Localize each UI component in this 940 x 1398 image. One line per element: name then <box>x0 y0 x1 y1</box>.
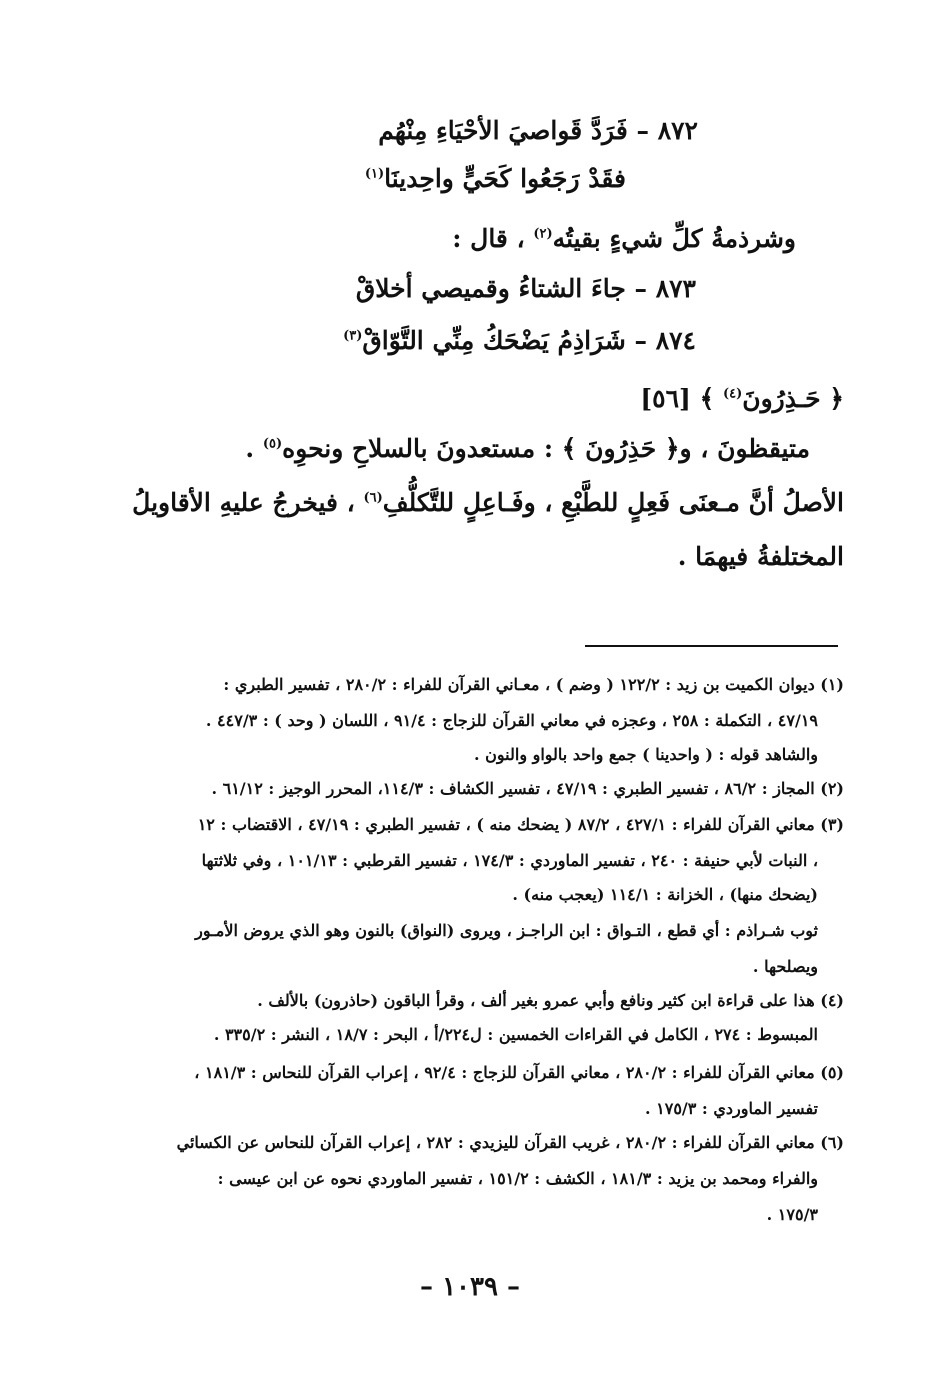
verse-text: ٨٧٣ – جاءَ الشتاءُ وقميصي أخلاقْ <box>355 274 696 303</box>
footnote-line <box>214 1022 818 1048</box>
footnote-text: (يضحك منها) ، الخزانة : ١١٤/١ (يعجب منه) . <box>512 885 818 904</box>
page-number: – ١٠٣٩ – <box>420 1272 520 1302</box>
footnote-line <box>474 742 818 768</box>
footnote-ref-2: (٢) <box>533 226 553 242</box>
footnote-line <box>753 954 818 980</box>
verse-872-second-hemistich <box>365 160 626 198</box>
footnote-line <box>211 776 844 802</box>
verse-text: ٨٧٢ – فَرَدَّ قَواصيَ الأحْيَاءِ مِنْهُم <box>378 116 698 145</box>
footnote-line <box>767 1202 818 1228</box>
footnote-text: تفسير الماوردي : ١٧٥/٣ . <box>645 1099 818 1118</box>
asl-line <box>132 484 844 522</box>
body-text: الأصلُ أنَّ مـعنَى فَعِلٍ للطَّبْعِ ، وفَـاعِلٍ للتَّكلُّفِ <box>382 488 844 517</box>
verse-874 <box>343 322 696 360</box>
footnote-text: ٤٧/١٩ ، التكملة : ٢٥٨ ، وعجزه في معاني القرآن للزجاج : ٩١/٤ ، اللسان ( وحد ) : ٤٤٧/٣ . <box>205 711 818 730</box>
footnote-text: والشاهد قوله : ( واحدينا ) جمع واحد بالواو والنون . <box>474 745 818 764</box>
footnote-text: ويصلحها . <box>752 957 818 976</box>
footnote-text: (٦) معاني القرآن للفراء : ٢٨٠/٢ ، غريب القرآن لليزيدي : ٢٨٢ ، إعراب القرآن للنحاس عن الكسائي <box>176 1133 844 1152</box>
footnote-line <box>512 882 818 908</box>
footnote-line <box>223 672 844 698</box>
footnote-separator <box>585 645 838 647</box>
footnote-text: والفراء ومحمد بن يزيد : ١٨١/٣ ، الكشف : ١٥١/٢ ، تفسير الماوردي نحوه عن ابن عيسى : <box>217 1169 818 1188</box>
footnote-ref-4: (٤) <box>722 386 743 402</box>
footnote-line <box>645 1096 818 1122</box>
footnote-line <box>177 1130 844 1156</box>
footnote-text: المبسوط : ٢٧٤ ، الكامل في القراءات الخمسين : ل٢٢٤/أ ، البحر : ١٨/٧ ، النشر : ٣٣٥/٢ . <box>213 1025 818 1044</box>
body-text: المختلفةُ فيهمَا . <box>677 542 844 571</box>
footnote-text: (٣) معاني القرآن للفراء : ٤٢٧/١ ، ٨٧/٢ ( يضحك منه ) ، تفسير الطبري : ٤٧/١٩ ، الاقتضاب : ١٢ <box>197 815 844 834</box>
footnote-line <box>198 812 844 838</box>
verse-872-first-hemistich <box>378 112 698 150</box>
heading-word: ﴿ حَـذِرُونَ <box>742 384 844 413</box>
verse-873 <box>356 270 696 308</box>
body-text: وشرذمةُ كلِّ شيءٍ بقيتُه <box>552 224 796 253</box>
footnote-text: ١٧٥/٣ . <box>766 1205 818 1224</box>
body-text: . <box>245 434 263 463</box>
body-text: ، قال : <box>452 224 525 253</box>
footnote-ref-5: (٥) <box>262 436 283 452</box>
footnote-ref-1: (١) <box>364 166 385 182</box>
footnote-line <box>202 848 818 874</box>
body-text: ، فيخرجُ عليهِ الأقاويلُ <box>132 488 364 517</box>
footnote-text: (٥) معاني القرآن للفراء : ٢٨٠/٢ ، معاني القرآن للزجاج : ٩٢/٤ ، إعراب القرآن للنحاس : ١٨١/٣ ، <box>194 1063 844 1082</box>
footnote-text: ، النبات لأبي حنيفة : ٢٤٠ ، تفسير الماوردي : ١٧٤/٣ ، تفسير القرطبي : ١٠١/١٣ ، وفي ثلاثتها <box>201 851 818 870</box>
footnote-text: ثوب شـراذم : أي قطع ، التـواق : ابن الراجـز ، ويروى (النواق) بالنون وهو الذي يروض الأمـور <box>195 921 818 940</box>
sharzama-line <box>452 220 796 258</box>
footnote-line <box>194 1060 844 1086</box>
footnote-line <box>257 988 844 1014</box>
footnote-text: (٢) المجاز : ٨٦/٢ ، تفسير الطبري : ٤٧/١٩ ، تفسير الكشاف : ١١٤/٣، المحرر الوجيز : ٦١/١٢ . <box>211 779 844 798</box>
footnote-ref-6: (٦) <box>363 490 383 506</box>
definition-line <box>245 430 810 468</box>
verse-text: ٨٧٤ – شَرَاذِمُ يَضْحَكُ مِنِّي التَّوّاقْ <box>362 326 696 355</box>
footnote-line <box>218 1166 818 1192</box>
footnote-ref-3: (٣) <box>343 328 363 344</box>
footnote-text: (٤) هذا على قراءة ابن كثير ونافع وأبي عمرو بغير ألف ، وقرأ الباقون (حاذرون) بالألف . <box>257 991 844 1010</box>
body-text: متيقظونَ ، و﴿ حَذِرُونَ ﴾ : مستعدونَ بالسلاحِ ونحوِه <box>282 434 810 463</box>
section-heading <box>640 380 844 418</box>
heading-verse-number: ﴾ [٥٦] <box>640 384 715 413</box>
verse-text: فقَدْ رَجَعُوا كَحَيٍّ واحِدينَا <box>384 164 626 193</box>
footnote-line <box>206 708 818 734</box>
footnote-line <box>195 918 818 944</box>
asl-line-continued <box>678 538 844 576</box>
footnote-text: (١) ديوان الكميت بن زيد : ١٢٢/٢ ( وضم ) ، معـاني القرآن للفراء : ٢٨٠/٢ ، تفسير الطبري : <box>223 675 844 694</box>
